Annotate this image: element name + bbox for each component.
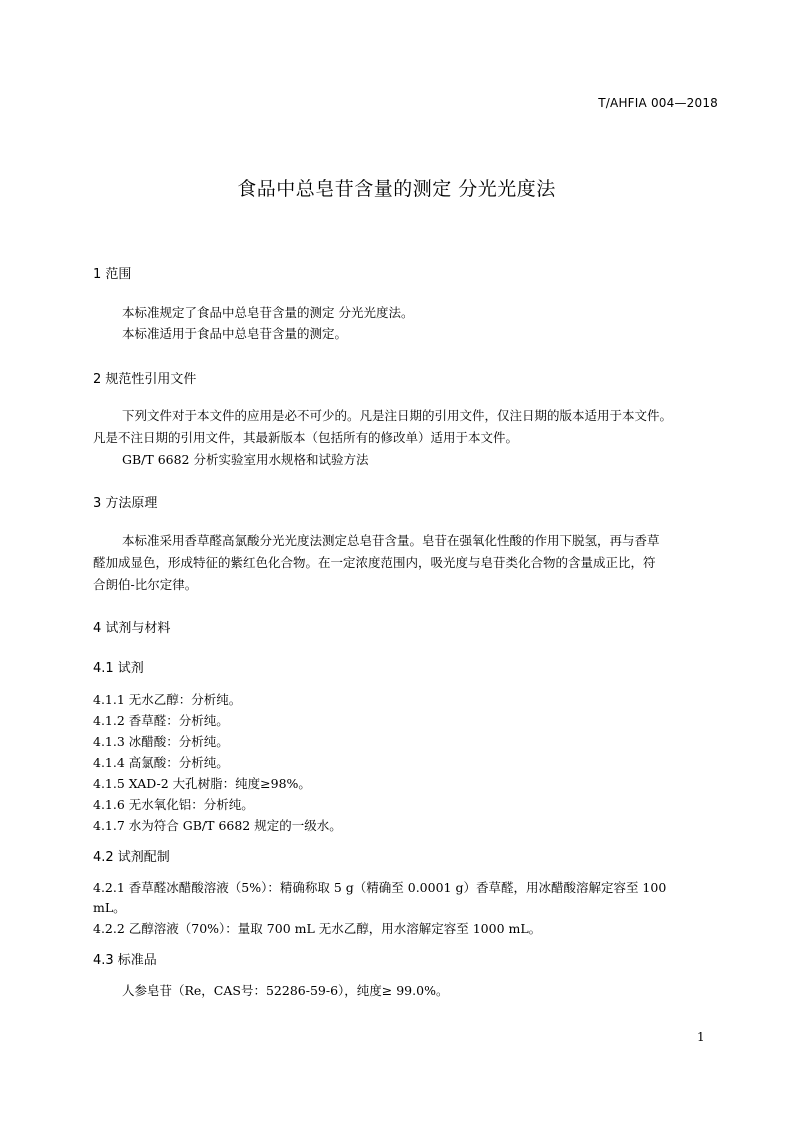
section-heading-principle: 3 方法原理	[93, 496, 158, 511]
paragraph: 下列文件对于本文件的应用是必不可少的。凡是注日期的引用文件，仅注日期的版本适用于本文件。	[122, 408, 673, 423]
page-number: 1	[697, 1030, 705, 1044]
section-heading-normative-references: 2 规范性引用文件	[93, 372, 197, 387]
preparation-item: 4.2.1 香草醛冰醋酸溶液（5%）：精确称取 5 g（精确至 0.0001 g）香草醛，用冰醋酸溶解定容至 100	[93, 880, 667, 895]
subsection-heading-reagent-preparation: 4.2 试剂配制	[93, 850, 170, 865]
subsection-heading-reagents: 4.1 试剂	[93, 661, 144, 676]
page-title: 食品中总皂苷含量的测定 分光光度法	[237, 178, 556, 200]
section-heading-scope: 1 范围	[93, 267, 132, 282]
section-heading-reagents-materials: 4 试剂与材料	[93, 621, 171, 636]
document-number: T/AHFIA 004—2018	[598, 96, 718, 110]
subsection-heading-standard: 4.3 标准品	[93, 953, 157, 968]
reagent-item: 4.1.7 水为符合 GB/T 6682 规定的一级水。	[93, 818, 342, 833]
paragraph: 本标准采用香草醛高氯酸分光光度法测定总皂苷含量。皂苷在强氧化性酸的作用下脱氢，再与香草	[122, 533, 660, 548]
reagent-item: 4.1.2 香草醛：分析纯。	[93, 713, 229, 728]
reagent-item: 4.1.3 冰醋酸：分析纯。	[93, 734, 229, 749]
paragraph: 本标准适用于食品中总皂苷含量的测定。	[122, 326, 348, 341]
reference-item: GB/T 6682 分析实验室用水规格和试验方法	[122, 452, 369, 467]
preparation-item: 4.2.2 乙醇溶液（70%）：量取 700 mL 无水乙醇，用水溶解定容至 1000 mL。	[93, 921, 542, 936]
paragraph: 人参皂苷（Re，CAS号：52286-59-6），纯度≥ 99.0%。	[122, 983, 449, 998]
paragraph: 合朗伯-比尔定律。	[93, 577, 198, 592]
preparation-item-continuation: mL。	[93, 900, 126, 915]
paragraph: 本标准规定了食品中总皂苷含量的测定 分光光度法。	[122, 305, 414, 320]
reagent-item: 4.1.6 无水氧化铝：分析纯。	[93, 797, 254, 812]
reagent-item: 4.1.5 XAD-2 大孔树脂：纯度≥98%。	[93, 776, 311, 791]
reagent-item: 4.1.1 无水乙醇：分析纯。	[93, 692, 242, 707]
paragraph: 醛加成显色，形成特征的紫红色化合物。在一定浓度范围内，吸光度与皂苷类化合物的含量成正比，符	[93, 555, 656, 570]
paragraph: 凡是不注日期的引用文件，其最新版本（包括所有的修改单）适用于本文件。	[93, 430, 519, 445]
reagent-item: 4.1.4 高氯酸：分析纯。	[93, 755, 229, 770]
